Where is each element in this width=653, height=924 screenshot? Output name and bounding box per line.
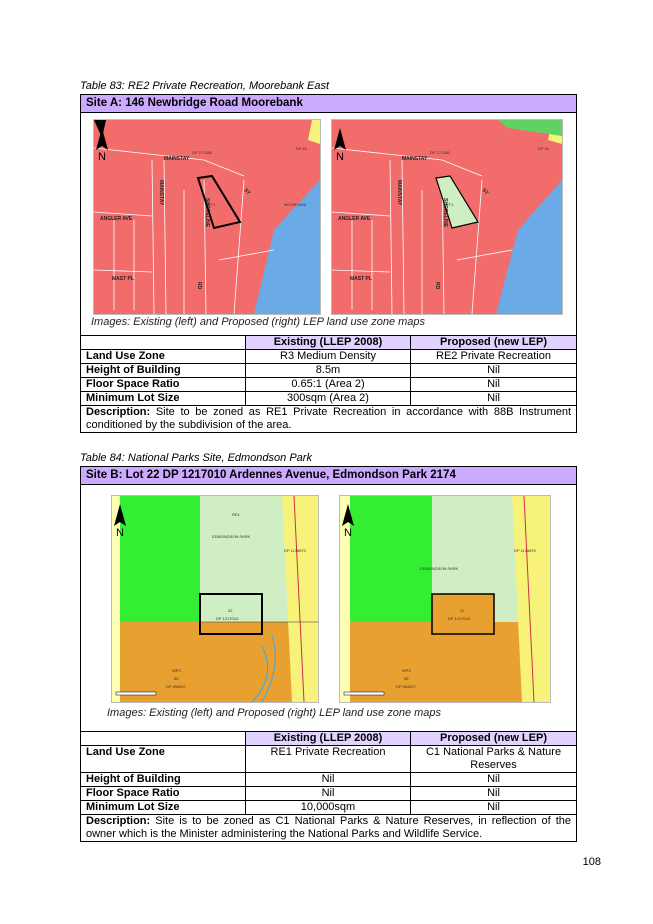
site-b-images-caption: Images: Existing (left) and Proposed (right) LEP land use zone maps (107, 707, 442, 719)
row-label: Floor Space Ratio (81, 378, 246, 392)
row-existing: 10,000sqm (246, 801, 411, 815)
row-label: Land Use Zone (81, 350, 246, 364)
site-a-existing-mast-label: MAST PL (112, 276, 134, 282)
row-label: Minimum Lot Size (81, 392, 246, 406)
site-a-proposed-angler-label: ANGLER AVE (338, 216, 371, 222)
row-proposed: Nil (411, 378, 577, 392)
site-a-existing-mainstay-vert-label: MAINSTAY (158, 180, 164, 206)
site-a-col-proposed: Proposed (new LEP) (411, 336, 577, 350)
row-proposed: Nil (411, 364, 577, 378)
site-b-existing-lot85-label: 85 (174, 676, 179, 681)
site-a-existing-shoreline-label: SHORELINE (204, 198, 210, 228)
table-row (81, 787, 577, 801)
site-a-proposed-mast-label: MAST PL (350, 276, 372, 282)
site-a-proposed-pt1-label: PT1 (446, 202, 454, 207)
site-a-proposed-dp-label: DP 271188 (430, 150, 450, 155)
site-a-images-caption: Images: Existing (left) and Proposed (right) LEP land use zone maps (91, 316, 426, 328)
site-a-proposed-st-label: ST (480, 187, 490, 197)
site-a-proposed-rd-label: RD (434, 282, 440, 290)
site-b-col-proposed: Proposed (new LEP) (411, 732, 577, 746)
site-b-proposed-wpc-label: WPC (402, 668, 412, 673)
site-b-existing-dp3-label: DP 1136870 (284, 548, 306, 553)
site-a-existing-north-label: N (98, 151, 106, 163)
site-a-existing-pt1-label: PT1 (208, 202, 216, 207)
site-a-images-cell (81, 113, 577, 336)
page-number: 108 (582, 856, 601, 868)
table-row (81, 773, 577, 787)
site-a-proposed-north-label: N (336, 151, 344, 163)
table-b-caption: Table 84: National Parks Site, Edmondson Park (80, 452, 312, 464)
row-proposed: Nil (411, 392, 577, 406)
site-a-existing-zone-label: MOORGANI (284, 202, 307, 207)
row-existing: 300sqm (Area 2) (246, 392, 411, 406)
row-proposed: RE2 Private Recreation (411, 350, 577, 364)
site-b-existing-suburb-label: EDMONDSON PARK (212, 534, 251, 539)
site-b-existing-wpc-label: WPC (172, 668, 182, 673)
row-existing: RE1 Private Recreation (246, 746, 411, 773)
row-proposed: Nil (411, 787, 577, 801)
site-b-existing-re1-label: RE1 (232, 512, 240, 517)
table-row (81, 392, 577, 406)
site-b-proposed-dp2-label: DP 654507 (396, 684, 416, 689)
row-label: Minimum Lot Size (81, 801, 246, 815)
site-a-existing-dp60-label: DP 60 (296, 146, 308, 151)
table-a-caption: Table 83: RE2 Private Recreation, Moorebank East (80, 80, 330, 92)
row-label: Height of Building (81, 364, 246, 378)
site-a-col-existing: Existing (LLEP 2008) (246, 336, 411, 350)
site-b-title: Site B: Lot 22 DP 1217010 Ardennes Avenue, Edmondson Park 2174 (81, 467, 577, 485)
site-a-proposed-shoreline-label: SHORELINE (442, 198, 448, 228)
row-existing: 0.65:1 (Area 2) (246, 378, 411, 392)
row-existing: 8.5m (246, 364, 411, 378)
site-b-existing-north-label: N (116, 527, 124, 539)
site-a-description (81, 406, 577, 433)
site-a-existing-dp-label: DP 271188 (192, 150, 212, 155)
site-b-header-empty (81, 732, 246, 746)
site-b-proposed-lot85-label: 85 (404, 676, 409, 681)
site-b-existing-dp2-label: DP 654507 (166, 684, 186, 689)
table-row (81, 364, 577, 378)
site-a-header-empty (81, 336, 246, 350)
description-label: Description: (86, 815, 151, 827)
table-row (81, 746, 577, 773)
site-a-existing-mainstay-label: MAINSTAY (164, 156, 190, 162)
row-proposed: Nil (411, 773, 577, 787)
site-b-proposed-suburb-label: EDMONDSON PARK (420, 566, 459, 571)
description-label: Description: (86, 406, 151, 418)
table-row (81, 801, 577, 815)
description-text: Site is to be zoned as C1 National Parks & Nature Reserves, in reflection of the owner which is the Minister administering the National Parks and Wildlife Service. (86, 815, 572, 840)
site-a-proposed-mainstay-label: MAINSTAY (402, 156, 428, 162)
site-a-proposed-dp60-label: DP 60 (538, 146, 550, 151)
row-proposed: Nil (411, 801, 577, 815)
table-b (80, 466, 577, 842)
site-b-existing-dp-label: DP 1217010 (216, 616, 239, 621)
row-label: Floor Space Ratio (81, 787, 246, 801)
site-b-proposed-map (339, 495, 551, 703)
table-row (81, 378, 577, 392)
row-label: Land Use Zone (81, 746, 246, 773)
table-row (81, 350, 577, 364)
row-existing: R3 Medium Density (246, 350, 411, 364)
site-a-proposed-map (331, 119, 563, 315)
site-a-existing-rd-label: RD (196, 282, 202, 290)
row-label: Height of Building (81, 773, 246, 787)
site-b-existing-lot-label: 22 (228, 608, 233, 613)
site-b-proposed-dp3-label: DP 1136870 (514, 548, 536, 553)
site-a-existing-map (93, 119, 321, 315)
site-b-images-cell (81, 485, 577, 732)
site-a-existing-angler-label: ANGLER AVE (100, 216, 133, 222)
row-existing: Nil (246, 787, 411, 801)
row-proposed: C1 National Parks & Nature Reserves (411, 746, 577, 773)
site-a-existing-st-label: ST (242, 187, 252, 197)
description-text: Site to be zoned as RE1 Private Recreation in accordance with 88B Instrument conditioned by the subdivision of the area. (86, 406, 572, 431)
row-existing: Nil (246, 773, 411, 787)
site-b-description (81, 815, 577, 842)
site-b-proposed-north-label: N (344, 527, 352, 539)
site-a-title: Site A: 146 Newbridge Road Moorebank (81, 95, 577, 113)
site-b-proposed-lot-label: 22 (460, 608, 465, 613)
site-b-proposed-dp-label: DP 1217010 (448, 616, 471, 621)
site-b-existing-map (111, 495, 319, 703)
site-a-proposed-mainstay-vert-label: MAINSTAY (396, 180, 402, 206)
site-b-col-existing: Existing (LLEP 2008) (246, 732, 411, 746)
table-a (80, 94, 577, 433)
